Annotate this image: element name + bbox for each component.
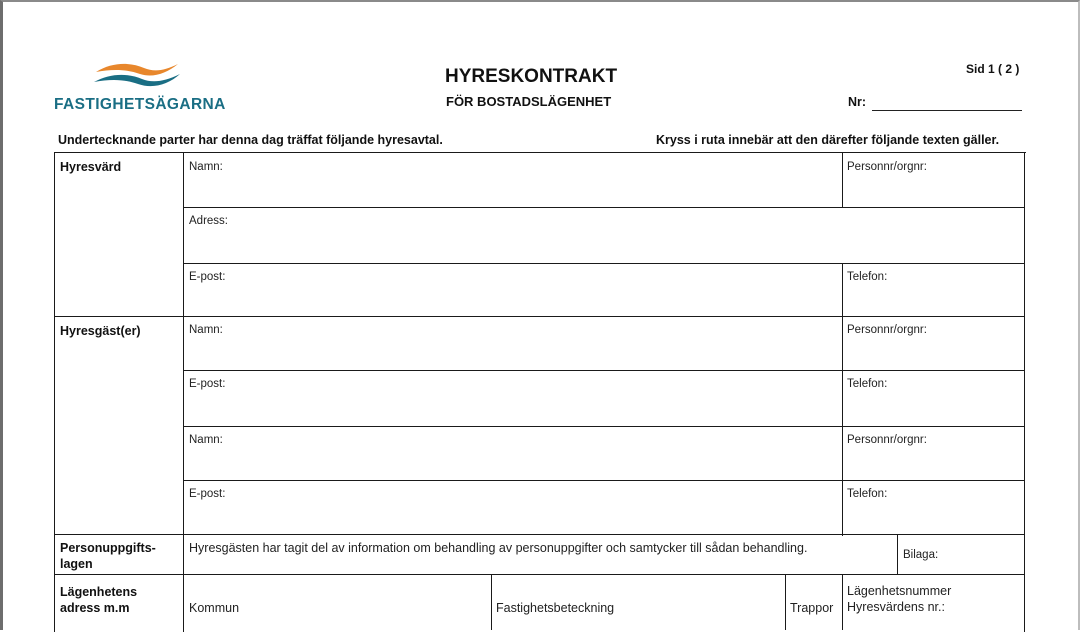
stairs-field[interactable]: Trappor	[790, 601, 834, 615]
section-divider	[54, 574, 1025, 575]
tenant2-phone-field[interactable]: Telefon:	[847, 488, 888, 500]
divider	[842, 263, 843, 317]
tenant1-personnr-field[interactable]: Personnr/orgnr:	[847, 324, 927, 336]
tenant1-phone-field[interactable]: Telefon:	[847, 378, 888, 390]
tenant2-personnr-field[interactable]: Personnr/orgnr:	[847, 434, 927, 446]
municipality-field[interactable]: Kommun	[189, 601, 240, 615]
divider	[491, 574, 492, 630]
logo-text: FASTIGHETSÄGARNA	[54, 96, 226, 113]
tenant2-name-field[interactable]: Namn:	[189, 434, 223, 446]
section-label-personuppgifter	[60, 540, 156, 572]
landlord-personnr-field[interactable]: Personnr/orgnr:	[847, 161, 927, 173]
landlord-apartment-nr-field[interactable]: Hyresvärdens nr.:	[847, 600, 945, 614]
apartment-number-field[interactable]: Lägenhetsnummer	[847, 584, 952, 598]
section-label-line: lagen	[60, 557, 93, 571]
attachment-field[interactable]: Bilaga:	[903, 549, 939, 561]
landlord-address-field[interactable]: Adress:	[189, 215, 228, 227]
divider	[183, 480, 1025, 481]
landlord-phone-field[interactable]: Telefon:	[847, 271, 888, 283]
landlord-name-field[interactable]: Namn:	[189, 161, 223, 173]
personal-data-consent-text: Hyresgästen har tagit del av information om behandling av personuppgifter och samtycker till sådan behandling.	[189, 541, 808, 555]
nr-field[interactable]	[872, 110, 1022, 111]
tenant2-email-field[interactable]: E-post:	[189, 488, 226, 500]
table-right-border	[1024, 152, 1025, 632]
nr-label: Nr:	[848, 95, 867, 109]
table-left-border	[54, 152, 55, 632]
table-top-border	[54, 152, 1026, 153]
section-label-line: Personuppgifts-	[60, 541, 156, 555]
fastighetsagarna-logo-icon	[92, 58, 182, 92]
section-label-hyresgast: Hyresgäst(er)	[60, 324, 141, 338]
intro-text: Undertecknande parter har denna dag träffat följande hyresavtal.	[58, 133, 443, 147]
divider	[842, 152, 843, 208]
checkbox-instruction: Kryss i ruta innebär att den därefter följande texten gäller.	[656, 133, 1000, 147]
section-divider	[54, 534, 1025, 535]
section-label-line: Lägenhetens	[60, 585, 138, 599]
divider	[183, 263, 1025, 264]
document-subtitle: FÖR BOSTADSLÄGENHET	[446, 94, 612, 109]
divider	[183, 370, 1025, 371]
landlord-email-field[interactable]: E-post:	[189, 271, 226, 283]
page-number: Sid 1 ( 2 )	[966, 62, 1020, 76]
section-label-lagenhet	[60, 584, 137, 616]
label-column-divider	[183, 152, 184, 632]
section-divider	[54, 316, 1025, 317]
property-designation-field[interactable]: Fastighetsbeteckning	[496, 601, 615, 615]
document-title: HYRESKONTRAKT	[445, 66, 618, 87]
divider	[183, 207, 1025, 208]
tenant1-email-field[interactable]: E-post:	[189, 378, 226, 390]
section-label-hyresvard: Hyresvärd	[60, 160, 122, 174]
section-label-line: adress m.m	[60, 601, 130, 615]
tenant1-name-field[interactable]: Namn:	[189, 324, 223, 336]
divider	[842, 574, 843, 630]
divider	[785, 574, 786, 630]
divider	[897, 534, 898, 574]
divider	[183, 426, 1025, 427]
